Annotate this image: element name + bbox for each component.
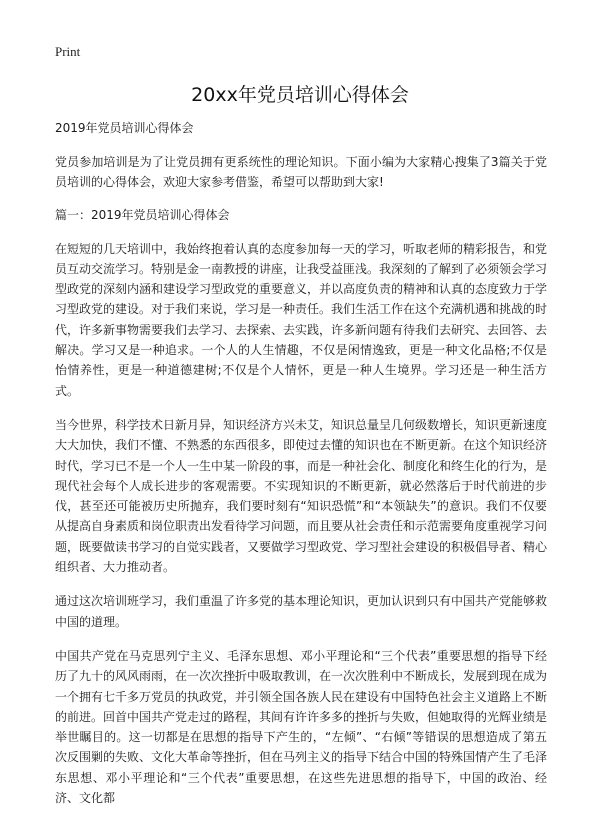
section-heading: 篇一：2019年党员培训心得体会 xyxy=(55,207,230,222)
intro-paragraph: 党员参加培训是为了让党员拥有更系统性的理论知识。下面小编为大家精心搜集了3篇关于党员培训的心得体会，欢迎大家参考借鉴，希望可以帮助到大家! xyxy=(55,155,547,190)
print-link[interactable]: Print xyxy=(55,44,81,59)
article-body xyxy=(55,118,547,822)
body-paragraph-2: 当今世界，科学技术日新月异，知识经济方兴未艾，知识总量呈几何级数增长，知识更新速度大大加快，我们不懂、不熟悉的东西很多，即使过去懂的知识也在不断更新。在这个知识经济时代，学习已不是一个人一生中某一阶段的事，而是一种社会化、制度化和终生化的行为，是现代社会每个人成长进步的客观需要。不实现知识的不断更新，就必然落后于时代前进的步伐，甚至还可能被历史所抛弃，我们要时刻有“知识恐慌”和“本领缺失”的意识。我们不仅要从提高自身素质和岗位职责出发看待学习问题，而且要从社会责任和示范需要角度重视学习问题，既要做读书学习的自觉实践者，又要做学习型政党、学习型社会建设的积极倡导者、精心组织者、大力推动者。 xyxy=(55,417,548,575)
body-paragraph-3: 通过这次培训班学习，我们重温了许多党的基本理论知识，更加认识到只有中国共产党能够救中国的道理。 xyxy=(55,594,548,629)
body-paragraph-1: 在短短的几天培训中，我始终抱着认真的态度参加每一天的学习，听取老师的精彩报告，和党员互动交流学习。特别是金一南教授的讲座，让我受益匪浅。我深刻的了解到了必须领会学习型政党的深刻内涵和建设学习型政党的重要意义，并以高度负责的精神和认真的态度致力于学习型政党的建设。对于我们来说，学习是一种责任。我们生活工作在这个充满机遇和挑战的时代，许多新事物需要我们去学习、去探索、去实践，许多新问题有待我们去研究、去回答、去解决。学习又是一种追求。一个人的人生情趣，不仅是闲情逸致，更是一种文化品格;不仅是怡情养性，更是一种道德建树;不仅是个人情怀，更是一种人生境界。学习还是一种生活方式。 xyxy=(55,241,548,398)
page-title: 20xx年党员培训心得体会 xyxy=(191,84,409,106)
body-paragraph-4: 中国共产党在马克思列宁主义、毛泽东思想、邓小平理论和“三个代表”重要思想的指导下经历了九十的风风雨雨，在一次次挫折中吸取教训，在一次次胜利中不断成长，发展到现在成为一个拥有七千多万党员的执政党，并引领全国各族人民在建设有中国特色社会主义道路上不断的前进。回首中国共产党走过的路程，其间有许许多多的挫折与失败，但她取得的光辉业绩是举世瞩目的。这一切都是在思想的指导下产生的，“左倾”、“右倾”等错误的思想造成了第五次反围剿的失败、文化大革命等挫折，但在马列主义的指导下结合中国的特殊国情产生了毛泽东思想、邓小平理论和“三个代表”重要思想，在这些先进思想的指导下，中国的政治、经济、文化都 xyxy=(55,648,548,806)
article-subtitle: 2019年党员培训心得体会 xyxy=(55,121,194,135)
